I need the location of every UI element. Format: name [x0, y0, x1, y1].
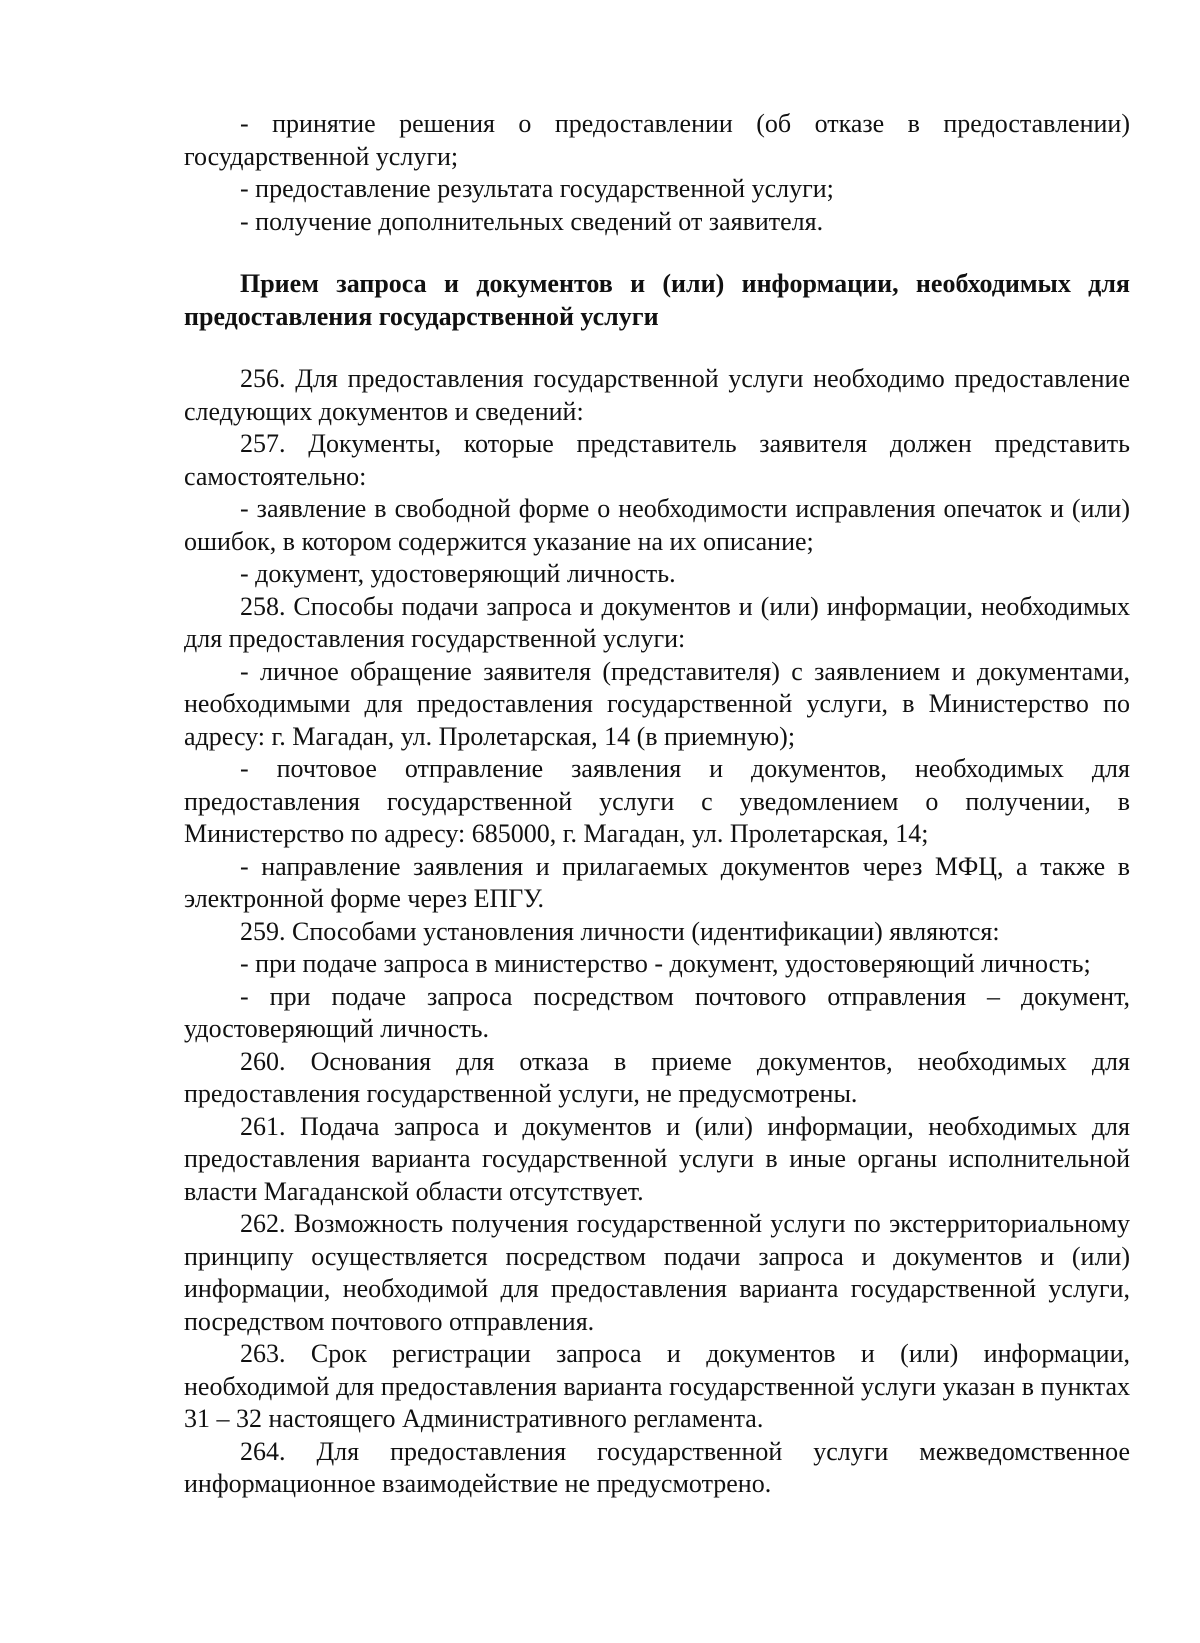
document-body: [184, 108, 1130, 1501]
intro-paragraph-2: - предоставление результата государственной услуги;: [240, 174, 834, 203]
paragraph-261: 261. Подача запроса и документов и (или) информации, необходимых для предоставления варианта государственной услуги в иные органы исполнительной власти Магаданской области отсутствует.: [184, 1111, 1130, 1206]
paragraph-260: 260. Основания для отказа в приеме документов, необходимых для предоставления государственной услуги, не предусмотрены.: [184, 1046, 1130, 1108]
paragraph-263: 263. Срок регистрации запроса и документов и (или) информации, необходимой для предоставления варианта государственной услуги указан в пунктах 31 – 32 настоящего Административного регламента.: [184, 1339, 1130, 1433]
paragraph-264: 264. Для предоставления государственной услуги межведомственное информационное взаимодействие не предусмотрено.: [184, 1436, 1130, 1498]
paragraph-257-item-1: - заявление в свободной форме о необходимости исправления опечаток и (или) ошибок, в котором содержится указание на их описание;: [184, 494, 1130, 556]
section-heading: Прием запроса и документов и (или) информации, необходимых для предоставления государственной услуги: [184, 269, 1130, 331]
paragraph-258: 258. Способы подачи запроса и документов и (или) информации, необходимых для предоставления государственной услуги:: [184, 591, 1130, 653]
paragraph-259: 259. Способами установления личности (идентификации) являются:: [240, 916, 1000, 946]
intro-paragraph-1: - принятие решения о предоставлении (об отказе в предоставлении) государственной услуги;: [184, 109, 1130, 171]
paragraph-257-item-2: - документ, удостоверяющий личность.: [240, 559, 676, 588]
intro-paragraph-3: - получение дополнительных сведений от заявителя.: [240, 206, 824, 236]
paragraph-256: 256. Для предоставления государственной услуги необходимо предоставление следующих документов и сведений:: [184, 364, 1130, 426]
paragraph-259-item-1: - при подаче запроса в министерство - документ, удостоверяющий личность;: [240, 949, 1091, 978]
paragraph-259-item-2: - при подаче запроса посредством почтового отправления – документ, удостоверяющий личность.: [184, 981, 1130, 1043]
paragraph-262: 262. Возможность получения государственной услуги по экстерриториальному принципу осуществляется посредством подачи запроса и документов и (или) информации, необходимой для предоставления варианта государственной услуги, посредством почтового отправления.: [184, 1209, 1130, 1336]
paragraph-258-item-1: - личное обращение заявителя (представителя) с заявлением и документами, необходимыми для предоставления государственной услуги, в Министерство по адресу: г. Магадан, ул. Пролетарская, 14 (в приемную);: [184, 656, 1130, 751]
paragraph-257: 257. Документы, которые представитель заявителя должен представить самостоятельно:: [184, 429, 1130, 491]
paragraph-258-item-3: - направление заявления и прилагаемых документов через МФЦ, а также в электронной форме через ЕПГУ.: [184, 851, 1130, 913]
paragraph-258-item-2: - почтовое отправление заявления и документов, необходимых для предоставления государственной услуги с уведомлением о получении, в Министерство по адресу: 685000, г. Магадан, ул. Пролетарская, 14;: [184, 754, 1130, 848]
